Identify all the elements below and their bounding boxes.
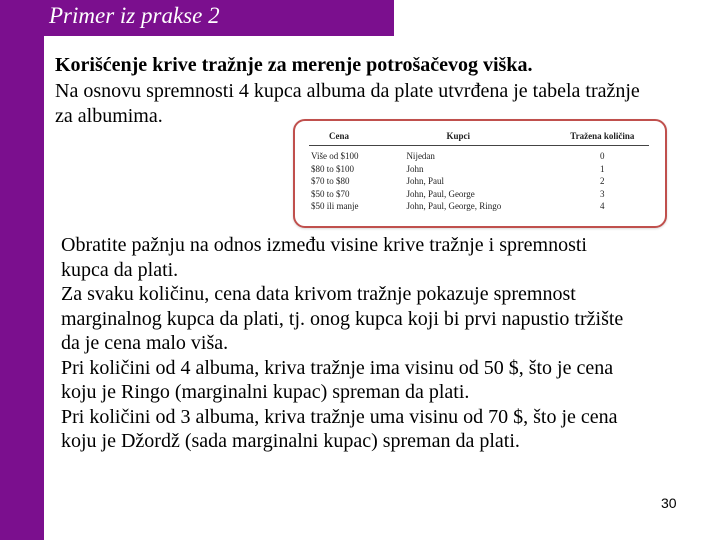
header-quantity: Tražena količina: [570, 131, 635, 141]
table-header-row: [309, 131, 649, 146]
table-row: [309, 200, 649, 213]
cell-quantity: 1: [600, 163, 605, 174]
cell-buyers: Nijedan: [406, 151, 435, 161]
cell-quantity: 2: [600, 176, 605, 186]
slide-heading: Korišćenje krive tražnje za merenje potrošačevog viška.: [55, 54, 533, 76]
body-line: Obratite pažnju na odnos između visine krive tražnje i spremnosti: [61, 234, 587, 256]
table-row: [309, 163, 649, 176]
page-number: 30: [661, 495, 677, 511]
body-line: Za svaku količinu, cena data krivom tražnje pokazuje spremnost: [61, 283, 576, 305]
cell-buyers: John, Paul, George, Ringo: [406, 201, 502, 211]
demand-table-figure: [293, 119, 667, 228]
body-line: kupca da plati.: [61, 258, 179, 281]
cell-buyers: John: [406, 163, 424, 174]
cell-buyers: John, Paul: [406, 176, 444, 186]
cell-price: Više od $100: [311, 151, 359, 161]
intro-paragraph: Na osnovu spremnosti 4 kupca albuma da plate utvrđena je tabela tražnje za albumima.: [55, 80, 640, 127]
left-accent-bar: [0, 0, 44, 540]
cell-price: $80 to $100: [311, 163, 355, 174]
table-row: [309, 188, 649, 201]
cell-price: $50 to $70: [311, 188, 350, 199]
demand-table: [309, 131, 649, 213]
body-line: Pri količini od 4 albuma, kriva tražnje ima visinu od 50 $, što je cena: [61, 356, 614, 379]
header-buyers: Kupci: [446, 131, 470, 141]
cell-price: $70 to $80: [311, 176, 350, 186]
body-line: marginalnog kupca da plati, tj. onog kupca koji bi prvi napustio tržište: [61, 307, 624, 330]
cell-price: $50 ili manje: [311, 201, 359, 211]
body-line: da je cena malo viša.: [61, 332, 229, 354]
cell-quantity: 4: [600, 201, 605, 211]
slide-title: Primer iz prakse 2: [49, 3, 220, 28]
body-line: Pri količini od 3 albuma, kriva tražnje uma visinu od 70 $, što je cena: [61, 405, 618, 428]
body-line: koju je Ringo (marginalni kupac) spreman da plati.: [61, 381, 470, 403]
table-row: [309, 175, 649, 188]
header-price: Cena: [329, 131, 349, 141]
body-text: [61, 233, 686, 454]
cell-quantity: 3: [600, 188, 605, 199]
body-line: koju je Džordž (sada marginalni kupac) spreman da plati.: [61, 430, 520, 452]
table-row: [309, 150, 649, 163]
cell-quantity: 0: [600, 151, 605, 161]
cell-buyers: John, Paul, George: [406, 188, 475, 199]
